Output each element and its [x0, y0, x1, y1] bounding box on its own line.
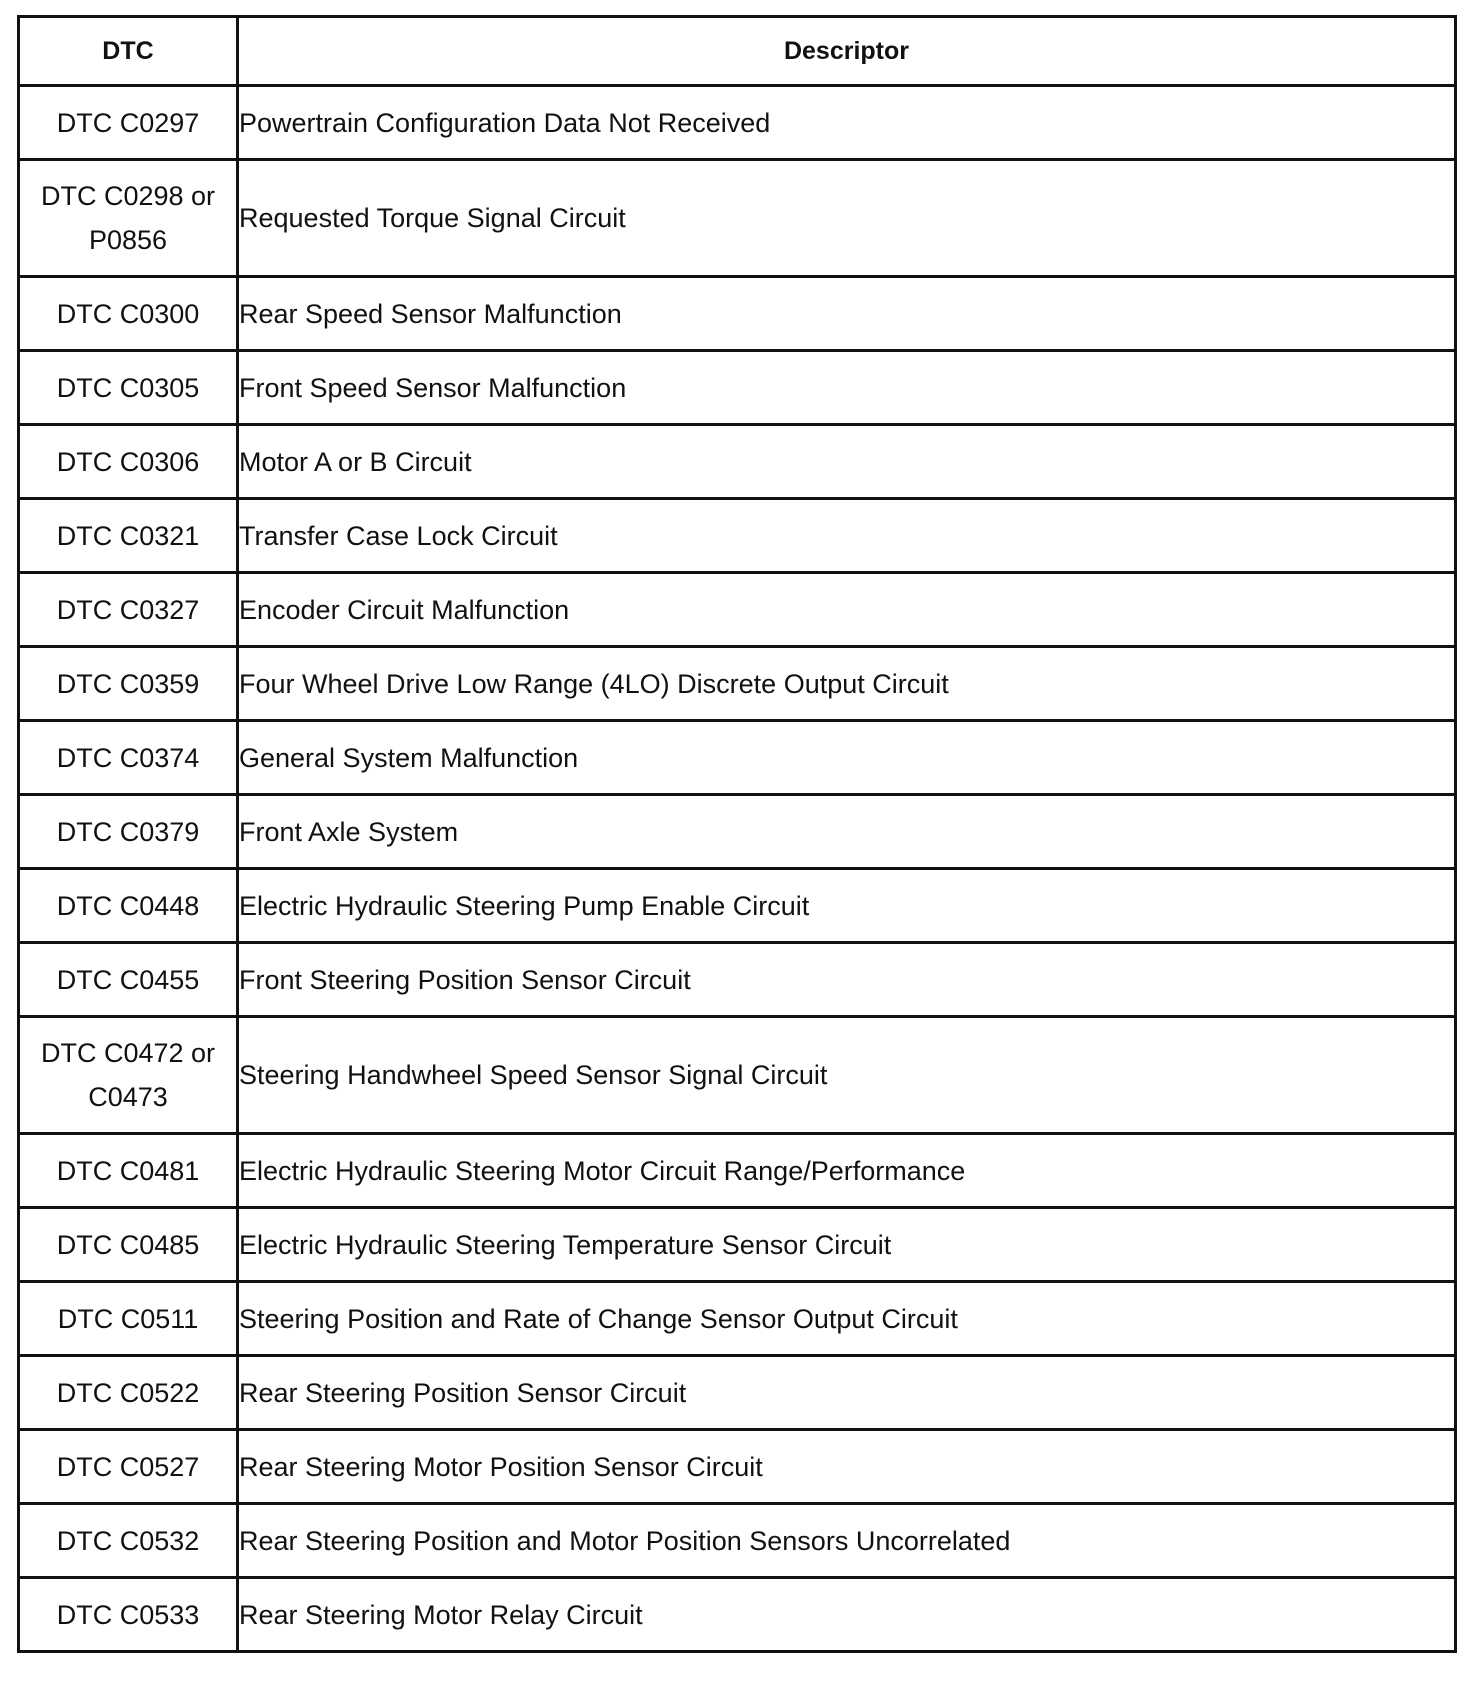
descriptor-cell: Requested Torque Signal Circuit	[238, 160, 1456, 277]
dtc-code-cell	[19, 277, 238, 351]
dtc-code-cell	[19, 1430, 238, 1504]
descriptor-cell: Powertrain Configuration Data Not Received	[238, 86, 1456, 160]
dtc-code-cell	[19, 86, 238, 160]
table-row	[19, 425, 1456, 499]
table-row	[19, 160, 1456, 277]
column-header-descriptor: Descriptor	[238, 17, 1456, 86]
table-row	[19, 86, 1456, 160]
dtc-code: DTC C0448	[56, 890, 200, 921]
dtc-code: DTC C0485	[56, 1229, 200, 1260]
table-header-row	[19, 17, 1456, 86]
table-row	[19, 277, 1456, 351]
table-row	[19, 1578, 1456, 1652]
dtc-code: DTC C0379	[56, 816, 200, 847]
dtc-code: DTC C0533	[56, 1599, 200, 1630]
dtc-code-cell	[19, 869, 238, 943]
table-row	[19, 1134, 1456, 1208]
dtc-code-cell	[19, 795, 238, 869]
dtc-code: DTC C0472 or C0473	[40, 1038, 216, 1112]
column-header-dtc: DTC	[19, 17, 238, 86]
dtc-code-cell	[19, 351, 238, 425]
dtc-code-cell	[19, 943, 238, 1017]
table-row	[19, 351, 1456, 425]
dtc-code-cell	[19, 1017, 238, 1134]
descriptor-cell: Rear Steering Motor Position Sensor Circuit	[238, 1430, 1456, 1504]
dtc-code: DTC C0321	[56, 520, 200, 551]
dtc-code: DTC C0532	[56, 1525, 200, 1556]
table-row	[19, 869, 1456, 943]
descriptor-cell: Encoder Circuit Malfunction	[238, 573, 1456, 647]
descriptor-cell: Rear Steering Position and Motor Position Sensors Uncorrelated	[238, 1504, 1456, 1578]
table-row	[19, 1208, 1456, 1282]
table-row	[19, 795, 1456, 869]
table-row	[19, 499, 1456, 573]
descriptor-cell: Motor A or B Circuit	[238, 425, 1456, 499]
descriptor-cell: Rear Steering Motor Relay Circuit	[238, 1578, 1456, 1652]
descriptor-cell: Electric Hydraulic Steering Temperature Sensor Circuit	[238, 1208, 1456, 1282]
dtc-code-cell	[19, 1504, 238, 1578]
table-row	[19, 1017, 1456, 1134]
dtc-code-cell	[19, 1578, 238, 1652]
table-row	[19, 573, 1456, 647]
dtc-descriptor-table	[17, 15, 1457, 1653]
dtc-code: DTC C0298 or P0856	[40, 181, 216, 255]
dtc-code: DTC C0455	[56, 964, 200, 995]
descriptor-cell: Rear Speed Sensor Malfunction	[238, 277, 1456, 351]
descriptor-cell: General System Malfunction	[238, 721, 1456, 795]
descriptor-cell: Electric Hydraulic Steering Motor Circuit Range/Performance	[238, 1134, 1456, 1208]
table-row	[19, 1430, 1456, 1504]
descriptor-cell: Front Axle System	[238, 795, 1456, 869]
descriptor-cell: Front Speed Sensor Malfunction	[238, 351, 1456, 425]
table-row	[19, 647, 1456, 721]
dtc-code-cell	[19, 721, 238, 795]
table-row	[19, 721, 1456, 795]
dtc-code: DTC C0305	[56, 372, 200, 403]
dtc-code-cell	[19, 573, 238, 647]
dtc-code-cell	[19, 1356, 238, 1430]
dtc-code: DTC C0300	[56, 298, 200, 329]
dtc-code-cell	[19, 160, 238, 277]
dtc-code: DTC C0297	[56, 107, 200, 138]
dtc-code-cell	[19, 647, 238, 721]
dtc-code: DTC C0306	[56, 446, 200, 477]
descriptor-cell: Transfer Case Lock Circuit	[238, 499, 1456, 573]
dtc-code-cell	[19, 1282, 238, 1356]
table-row	[19, 1504, 1456, 1578]
dtc-code-cell	[19, 1134, 238, 1208]
dtc-code: DTC C0481	[56, 1155, 200, 1186]
dtc-code: DTC C0359	[56, 668, 200, 699]
dtc-code: DTC C0511	[57, 1303, 199, 1334]
descriptor-cell: Four Wheel Drive Low Range (4LO) Discrete Output Circuit	[238, 647, 1456, 721]
dtc-code: DTC C0327	[56, 594, 200, 625]
descriptor-cell: Electric Hydraulic Steering Pump Enable Circuit	[238, 869, 1456, 943]
descriptor-cell: Rear Steering Position Sensor Circuit	[238, 1356, 1456, 1430]
table-row	[19, 943, 1456, 1017]
dtc-code-cell	[19, 499, 238, 573]
dtc-code: DTC C0527	[56, 1451, 200, 1482]
descriptor-cell: Front Steering Position Sensor Circuit	[238, 943, 1456, 1017]
table-row	[19, 1356, 1456, 1430]
dtc-code-cell	[19, 425, 238, 499]
table-row	[19, 1282, 1456, 1356]
dtc-code: DTC C0374	[56, 742, 200, 773]
dtc-code: DTC C0522	[56, 1377, 200, 1408]
dtc-code-cell	[19, 1208, 238, 1282]
descriptor-cell: Steering Handwheel Speed Sensor Signal Circuit	[238, 1017, 1456, 1134]
descriptor-cell: Steering Position and Rate of Change Sensor Output Circuit	[238, 1282, 1456, 1356]
